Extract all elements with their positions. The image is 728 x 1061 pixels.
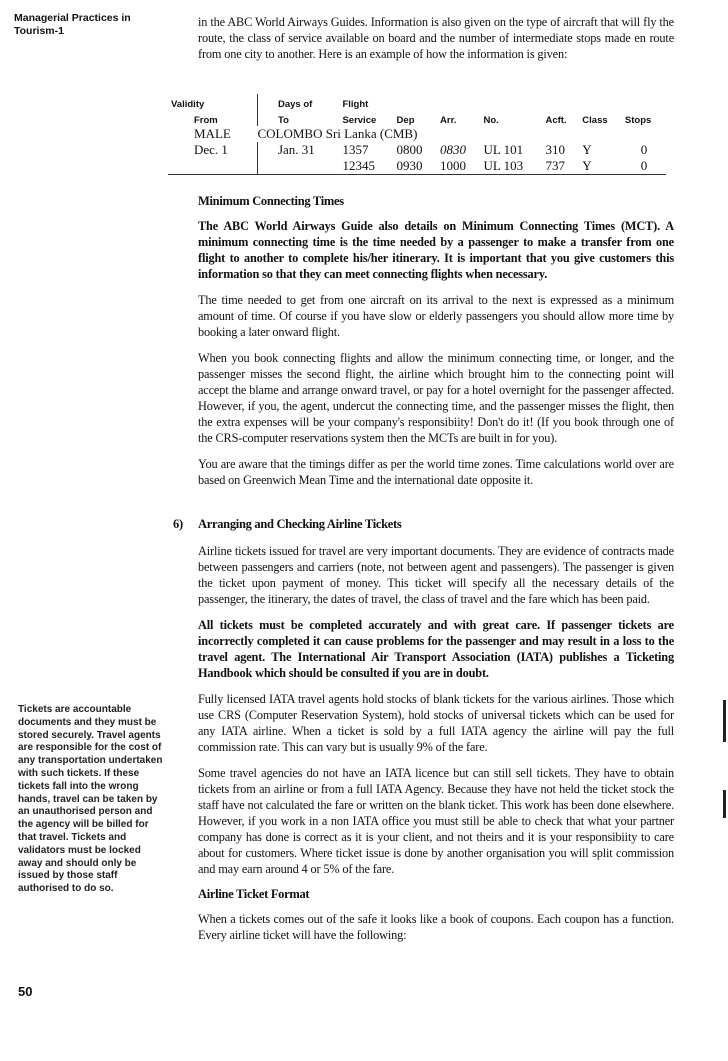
table-city-row (168, 126, 666, 142)
mct-paragraph-1: The ABC World Airways Guide also details on Minimum Connecting Times (MCT). A minimum connecting time is the time needed by a passenger to make a transfer from one flight to another to complete his/her itinerary. It is important that you give customers this information so that they can meet connecting flights when necessary. (198, 219, 674, 281)
row1-arr: 0830 (440, 142, 467, 157)
running-header (14, 12, 164, 38)
header-arr: Arr. (440, 115, 457, 126)
row1-days: Jan. 31 (257, 142, 339, 158)
row1-stops: 0 (640, 142, 648, 157)
to-city: COLOMBO Sri Lanka (CMB) (257, 126, 418, 141)
tickets-paragraph-5: When a tickets comes out of the safe it looks like a book of coupons. Each coupon has a function. Every airline ticket will have the following: (198, 912, 674, 942)
header-line-1: Managerial Practices in (14, 12, 131, 24)
mct-heading: Minimum Connecting Times (198, 194, 344, 208)
header-class: Class (582, 115, 608, 126)
mct-section (198, 194, 674, 498)
mct-paragraph-4: You are aware that the timings differ as per the world time zones. Time calculations world over are based on Greenwich Mean Time and the international date opposite it. (198, 457, 674, 487)
row1-class: Y (582, 142, 592, 157)
row2-validity (168, 158, 257, 175)
intro-paragraph: in the ABC World Airways Guides. Information is also given on the type of aircraft that will fly the route, the class of service available on board and the number of intermediate stops made en route from one city to another. Here is an example of how the information is given: (198, 15, 674, 61)
row2-flight-no: UL 103 (480, 158, 542, 175)
row2-dep: 0930 (394, 158, 437, 175)
tickets-paragraph-4: Some travel agencies do not have an IATA licence but can still sell tickets. They have to obtain tickets from an airline or from a full IATA Agency. Because they have not held the ticket stock the staff have not calculated the fare or written on the blank ticket. This work has been done elsewhere. However, if you work in a non IATA office you must still be able to check that what your partner company has done is correct as it is your client, and not theirs and it is your responsibiity to care about for customers. Where ticket issue is done by another organisation you will split commission and may earn around 4 or 5% of the fare. (198, 766, 674, 876)
header-line-2: Tourism-1 (14, 25, 64, 37)
margin-note: Tickets are accountable documents and they must be stored securely. Travel agents are responsible for the cost of any transportation undertaken with such tickets. If these tickets fall into the wrong hands, travel can be taken by an unauthorised person and the agency will be billed for that travel. Tickets and validators must be locked away and should only be issued by those staff authorised to do so. (18, 704, 163, 895)
header-validity: Validity (171, 99, 205, 110)
page-number: 50 (18, 984, 33, 999)
header-flight: Flight (342, 99, 369, 110)
section-title: Arranging and Checking Airline Tickets (198, 517, 402, 531)
mct-paragraph-3: When you book connecting flights and allow the minimum connecting time, or longer, and the passenger misses the second flight, the airline which brought him to the connecting point will accept the blame and arrange onward travel, or pay for a hotel overnight for the passenger affected. However, if you, the agent, undercut the connecting time, and the passenger misses the flight, then the extra expenses will be your company's responsibiity! Don't do it! (If you book through one of the CRS-computer reservations system then the MCTs are built in for you). (198, 351, 674, 445)
flight-schedule-table (168, 94, 666, 175)
scan-edge-mark (723, 790, 726, 818)
header-acft: Acft. (545, 115, 567, 126)
main-column (198, 14, 674, 68)
row1-dep: 0800 (396, 142, 423, 157)
row1-flight-no: UL 101 (483, 142, 524, 157)
row1-aircraft: 310 (545, 142, 565, 157)
scan-edge-mark (723, 700, 726, 742)
tickets-paragraph-2: All tickets must be completed accurately and with great care. If passenger tickets are incorrectly completed it can cause problems for the passenger and may result in a loss to the travel agent. The International Air Transport Association (IATA) publishes a Ticketing Handbook which should be consulted if you are in doubt. (198, 618, 674, 680)
ticket-format-heading: Airline Ticket Format (198, 887, 310, 901)
section-6-body (198, 543, 674, 953)
row2-arr: 1000 (437, 158, 480, 175)
tickets-paragraph-1: Airline tickets issued for travel are very important documents. They are evidence of contracts made between passengers and carriers (note, not between agent and passengers). The passenger is given the ticket upon payment of money. This ticket will specify all the necessary details of the passenger, the itinerary, the dates of travel, the class of travel and the fare which has been paid. (198, 544, 674, 606)
header-to: To (257, 110, 339, 126)
section-number: 6) (173, 517, 183, 531)
row1-validity: Dec. 1 (194, 142, 228, 157)
row2-days (257, 158, 339, 175)
mct-paragraph-2: The time needed to get from one aircraft on its arrival to the next is expressed as a minimum amount of time. Of course if you have slow or elderly passengers you should allow more time by booking a later onward flight. (198, 293, 674, 339)
table-row (168, 142, 666, 158)
row1-service: 1357 (342, 142, 369, 157)
header-dep: Dep (396, 115, 415, 126)
row2-service: 12345 (339, 158, 393, 175)
table-header-row-1 (168, 94, 666, 110)
header-from: From (194, 115, 218, 126)
tickets-paragraph-3: Fully licensed IATA travel agents hold stocks of blank tickets for the various airlines. Those which use CRS (Computer Reservation System), hold stocks of universal tickets which can be used for any IATA airline. When a ticket is sold by a full IATA agency the airline will pay the full commission rate. This can vary but is usually 9% of the fare. (198, 692, 674, 754)
row2-class: Y (579, 158, 622, 175)
row2-aircraft: 737 (542, 158, 579, 175)
row2-stops: 0 (622, 158, 666, 175)
header-service: Service (342, 115, 377, 126)
from-city: MALE (194, 126, 231, 141)
table-row (168, 158, 666, 175)
header-no: No. (483, 115, 499, 126)
section-6-heading (173, 517, 401, 532)
table-header-row-2 (168, 110, 666, 126)
header-days-of: Days of (257, 94, 339, 110)
header-stops: Stops (624, 115, 652, 126)
